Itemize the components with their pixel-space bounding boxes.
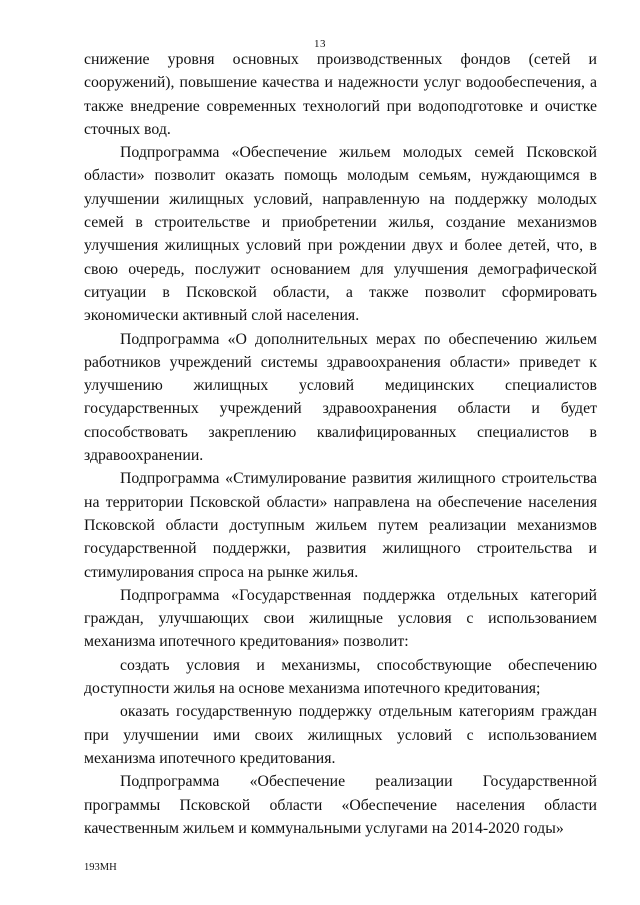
paragraph-program-implementation: Подпрограмма «Обеспечение реализации Государственной программы Псковской области «Обеспечение населения области качественным жильем и коммунальными услугами на 2014-2020 годы» — [84, 773, 597, 837]
paragraph-water-supply: снижение уровня основных производственных фондов (сетей и сооружений), повышение качества и надежности услуг водообеспечения, а также внедрение современных технологий при водоподготовке и очистке сточных вод. — [84, 51, 597, 138]
paragraph-mortgage-support: Подпрограмма «Государственная поддержка отдельных категорий граждан, улучшающих свои жилищные условия с использованием механизма ипотечного кредитования» позволит: — [84, 586, 597, 651]
paragraph-healthcare-workers: Подпрограмма «О дополнительных мерах по обеспечению жильем работников учреждений системы здравоохранения области» приведет к улучшению жилищных условий медицинских специалистов государственных учреждений здравоохранения области и будет способствовать закреплению квалифицированных специалистов в здравоохранении. — [84, 330, 597, 465]
paragraph-young-families: Подпрограмма «Обеспечение жильем молодых семей Псковской области» позволит оказать помощь молодым семьям, нуждающимся в улучшении жилищных условий, направленную на поддержку молодых семей в строительстве и приобретении жилья, создание механизмов улучшения жилищных условий при рождении двух и более детей, что, в свою очередь, послужит основанием для улучшения демографической ситуации в Псковской области, а также позволит сформировать экономически активный слой населения. — [84, 144, 597, 325]
paragraph-mortgage-assistance: оказать государственную поддержку отдельным категориям граждан при улучшении ими своих жилищных условий с использованием механизма ипотечного кредитования. — [84, 703, 597, 767]
document-body — [84, 48, 597, 840]
document-code: 193МН — [84, 862, 117, 873]
page-number: 13 — [314, 38, 326, 50]
paragraph-housing-construction: Подпрограмма «Стимулирование развития жилищного строительства на территории Псковской области» направлена на обеспечение населения Псковской области доступным жильем путем реализации механизмов государственной поддержки, развития жилищного строительства и стимулирования спроса на рынке жилья. — [84, 470, 597, 581]
paragraph-mortgage-conditions: создать условия и механизмы, способствующие обеспечению доступности жилья на основе механизма ипотечного кредитования; — [84, 656, 597, 698]
